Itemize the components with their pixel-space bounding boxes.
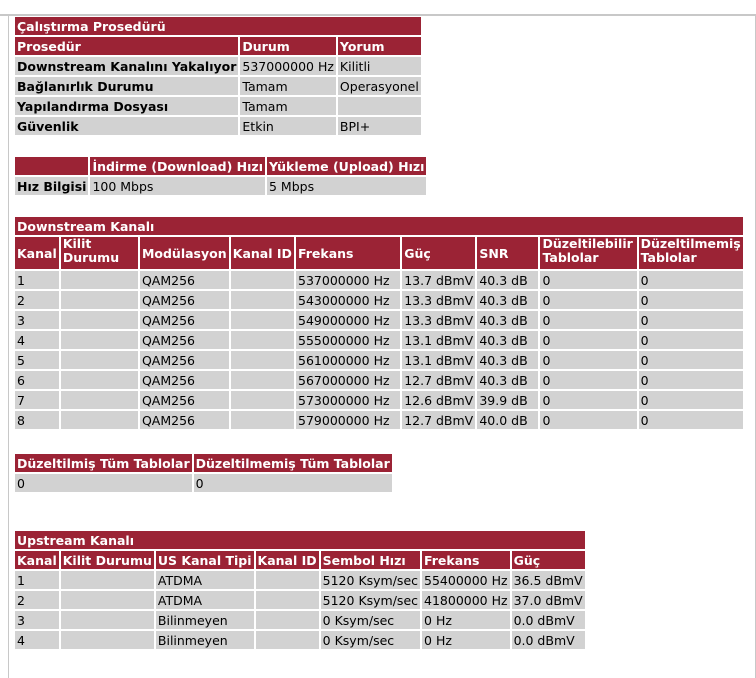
lock-status-cell [61,631,154,649]
procedure-step: Yapılandırma Dosyası [15,97,238,115]
us-channel-type-cell: ATDMA [156,591,254,609]
snr-cell: 40.3 dB [477,371,538,389]
power-cell: 0.0 dBmV [512,631,585,649]
symbol-rate-cell: 5120 Ksym/sec [322,572,419,588]
power-cell: 12.7 dBmV [402,371,475,389]
top-bar [0,0,756,16]
channel-cell: 1 [15,571,59,589]
table-row [15,591,585,609]
correctable-cell: 0 [540,391,636,409]
snr-cell: 40.3 dB [477,311,538,329]
lock-status-cell [61,351,138,369]
procedure-status: Tamam [240,77,336,95]
uncorrectable-cell: 0 [639,351,743,369]
table-row [15,291,743,309]
procedure-comment [338,97,421,115]
table-row [15,271,743,289]
uncorrectable-header: Düzeltilmemiş Tablolar [639,237,743,269]
procedure-status: Tamam [240,97,336,115]
procedure-header: Prosedür [15,37,238,55]
table-row [15,631,585,649]
lock-status-cell [61,311,138,329]
table-row [15,611,585,629]
power-cell: 0.0 dBmV [512,611,585,629]
frequency-cell: 561000000 Hz [296,351,400,369]
uncorrectable-cell: 0 [639,391,743,409]
total-uncorrected-header: Düzeltilmemiş Tüm Tablolar [195,455,390,471]
procedure-step: Bağlanırlık Durumu [15,77,238,95]
upstream-table [13,529,587,651]
modulation-cell: QAM256 [140,351,229,369]
channel-id-cell [231,331,294,349]
channel-cell: 5 [15,351,59,369]
frequency-cell: 41800000 Hz [424,592,508,608]
channel-id-cell [256,631,319,649]
table-row [15,474,392,492]
power-header: Güç [512,551,585,569]
upload-speed-header: Yükleme (Upload) Hızı [269,158,425,174]
upstream-title: Upstream Kanalı [15,531,585,549]
channel-id-cell [231,411,294,429]
procedure-step: Güvenlik [15,117,238,135]
power-cell: 13.7 dBmV [402,271,475,289]
frequency-header: Frekans [296,237,400,269]
channel-cell: 3 [15,311,59,329]
power-cell: 12.6 dBmV [402,391,475,409]
lock-status-cell [61,571,154,589]
correctable-cell: 0 [540,331,636,349]
table-row [15,117,421,135]
us-channel-type-cell: Bilinmeyen [156,611,254,629]
table-row [15,97,421,115]
comment-header: Yorum [338,37,421,55]
download-speed-value: 100 Mbps [90,177,265,195]
correctable-header: Düzeltilebilir Tablolar [540,237,636,269]
downstream-table [13,215,745,431]
table-row [15,411,743,429]
us-channel-type-header: US Kanal Tipi [157,552,252,568]
frequency-cell: 555000000 Hz [296,331,400,349]
modulation-cell: QAM256 [140,271,229,289]
us-channel-type-cell: ATDMA [156,571,254,589]
procedure-step: Downstream Kanalını Yakalıyor [17,58,237,74]
table-row [15,77,421,95]
frequency-header: Frekans [422,551,510,569]
channel-id-cell [256,611,319,629]
channel-id-cell [256,591,319,609]
channel-cell: 2 [15,291,59,309]
power-cell: 13.1 dBmV [402,331,475,349]
procedure-status: Etkin [240,117,336,135]
power-cell: 37.0 dBmV [513,592,583,608]
total-corrected-header: Düzeltilmiş Tüm Tablolar [17,455,190,471]
speed-corner-header [15,157,88,175]
snr-cell: 40.3 dB [477,331,538,349]
us-channel-type-cell: Bilinmeyen [156,631,254,649]
channel-id-cell [231,391,294,409]
table-row [15,311,743,329]
symbol-rate-cell: 0 Ksym/sec [321,611,420,629]
modulation-cell: QAM256 [140,411,229,429]
power-cell: 13.3 dBmV [402,291,475,309]
channel-id-cell [231,371,294,389]
table-row [15,571,585,589]
frequency-cell: 573000000 Hz [296,391,400,409]
snr-cell: 40.3 dB [477,291,538,309]
speed-label: Hız Bilgisi [17,178,87,194]
channel-id-header: Kanal ID [257,552,317,568]
power-cell: 12.7 dBmV [402,411,475,429]
channel-cell: 4 [15,631,59,649]
lock-status-cell [61,371,138,389]
frequency-cell: 537000000 Hz [296,271,400,289]
modulation-cell: QAM256 [140,291,229,309]
kanal-header: Kanal [17,552,57,568]
power-cell: 13.3 dBmV [402,311,475,329]
uncorrectable-cell: 0 [639,311,743,329]
total-uncorrected-value: 0 [194,474,392,492]
channel-cell: 4 [15,331,59,349]
symbol-rate-cell: 0 Ksym/sec [321,631,420,649]
channel-id-header: Kanal ID [231,237,294,269]
snr-cell: 40.3 dB [477,271,538,289]
modulation-cell: QAM256 [140,391,229,409]
correctable-cell: 0 [540,371,636,389]
procedure-comment: Operasyonel [339,78,419,94]
table-row [15,177,426,195]
frequency-cell: 0 Hz [422,611,510,629]
uncorrectable-cell: 0 [639,271,743,289]
correctable-cell: 0 [540,351,636,369]
correctable-cell: 0 [540,291,636,309]
table-row [15,391,743,409]
uncorrectable-cell: 0 [639,291,743,309]
totals-table [13,452,394,494]
table-row [15,371,743,389]
channel-cell: 8 [15,411,59,429]
procedure-status: 537000000 Hz [242,58,334,74]
procedure-comment: Kilitli [338,57,421,75]
symbol-rate-cell: 5120 Ksym/sec [322,592,419,608]
correctable-cell: 0 [540,271,636,289]
status-header: Durum [240,37,336,55]
table-row [15,331,743,349]
snr-header: SNR [477,237,538,269]
power-header: Güç [402,237,475,269]
lock-status-cell [61,391,138,409]
modulation-cell: QAM256 [140,331,229,349]
procedure-table [13,15,423,137]
lock-status-cell [61,591,154,609]
power-cell: 36.5 dBmV [513,572,583,588]
channel-cell: 2 [15,591,59,609]
frequency-cell: 579000000 Hz [296,411,400,429]
snr-cell: 40.0 dB [477,411,538,429]
correctable-cell: 0 [540,311,636,329]
lock-status-cell [61,271,138,289]
procedure-title: Çalıştırma Prosedürü [15,17,421,35]
table-row [15,351,743,369]
channel-cell: 7 [15,391,59,409]
download-speed-header: İndirme (Download) Hızı [92,158,263,174]
frequency-cell: 543000000 Hz [296,291,400,309]
channel-id-cell [231,351,294,369]
channel-id-cell [231,291,294,309]
procedure-comment: BPI+ [338,117,421,135]
modulation-cell: QAM256 [140,311,229,329]
table-row [15,57,421,75]
lock-status-cell [61,291,138,309]
lock-status-cell [61,611,154,629]
uncorrectable-cell: 0 [639,331,743,349]
frequency-cell: 55400000 Hz [424,572,508,588]
lock-status-cell [61,411,138,429]
snr-cell: 40.3 dB [477,351,538,369]
lock-status-header: Kilit Durumu [61,237,138,269]
snr-cell: 39.9 dB [477,391,538,409]
correctable-cell: 0 [540,411,636,429]
channel-cell: 1 [15,271,59,289]
frequency-cell: 0 Hz [422,631,510,649]
modulation-header: Modülasyon [140,237,229,269]
channel-id-cell [231,311,294,329]
uncorrectable-cell: 0 [639,411,743,429]
symbol-rate-header: Sembol Hızı [321,551,420,569]
upload-speed-value: 5 Mbps [267,177,426,195]
frequency-cell: 567000000 Hz [296,371,400,389]
modulation-cell: QAM256 [140,371,229,389]
channel-id-cell [256,571,319,589]
channel-cell: 6 [15,371,59,389]
total-corrected-value: 0 [15,474,192,492]
kanal-header: Kanal [15,237,59,269]
lock-status-cell [61,331,138,349]
channel-id-cell [231,271,294,289]
channel-cell: 3 [15,611,59,629]
downstream-title: Downstream Kanalı [15,217,743,235]
power-cell: 13.1 dBmV [402,351,475,369]
uncorrectable-cell: 0 [639,371,743,389]
frequency-cell: 549000000 Hz [296,311,400,329]
lock-status-header: Kilit Durumu [62,552,152,568]
speed-table [13,155,428,197]
